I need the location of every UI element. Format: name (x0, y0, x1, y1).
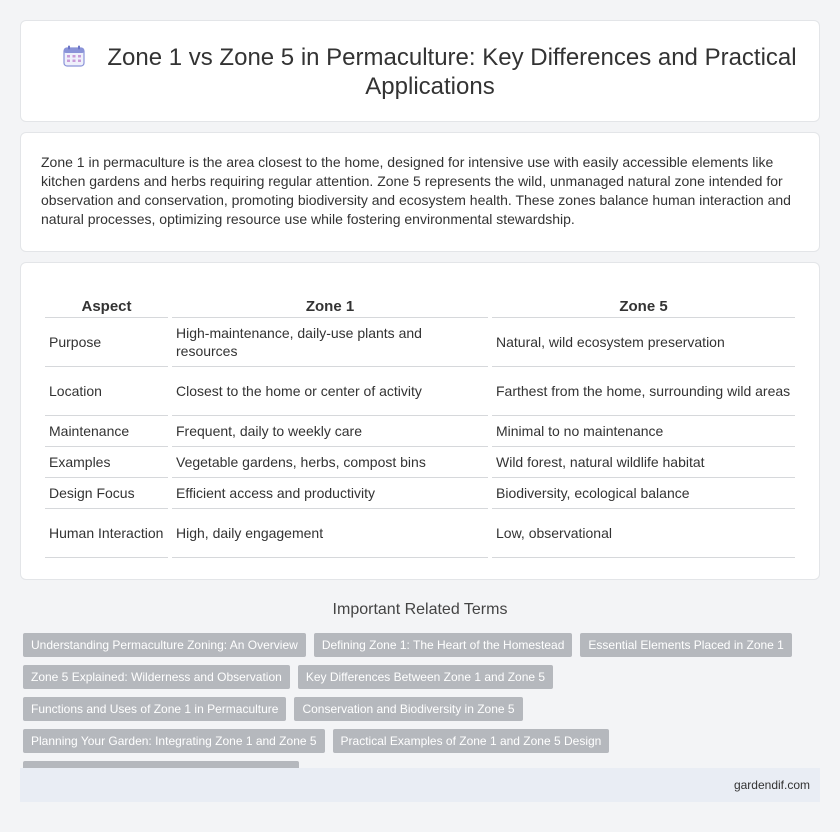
table-cell: Frequent, daily to weekly care (172, 416, 488, 447)
table-cell: Examples (45, 447, 168, 478)
table-cell: Biodiversity, ecological balance (492, 478, 795, 509)
related-terms-list (23, 633, 823, 785)
related-term-tag[interactable]: Practical Examples of Zone 1 and Zone 5 Design (333, 729, 610, 753)
table-cell: Human Interaction (45, 509, 168, 558)
table-cell: Low, observational (492, 509, 795, 558)
table-row (45, 318, 795, 367)
summary-text: Zone 1 in permaculture is the area closest to the home, designed for intensive use with easily accessible elements like kitchen gardens and herbs requiring regular attention. Zone 5 represents the wild, unmanaged natural zone intended for observation and conservation, promoting biodiversity and ecosystem health. These zones balance human interaction and natural processes, optimizing resource use while fostering environmental stewardship. (41, 154, 791, 227)
table-row (45, 367, 795, 416)
table-cell: Closest to the home or center of activity (172, 367, 488, 416)
table-cell: Minimal to no maintenance (492, 416, 795, 447)
table-cell: Wild forest, natural wildlife habitat (492, 447, 795, 478)
header-card (20, 20, 820, 122)
table-cell: Efficient access and productivity (172, 478, 488, 509)
related-term-tag[interactable]: Key Differences Between Zone 1 and Zone 5 (298, 665, 553, 689)
table-cell: Farthest from the home, surrounding wild areas (492, 367, 795, 416)
table-cell: High-maintenance, daily-use plants and resources (172, 318, 488, 367)
related-term-tag[interactable]: Defining Zone 1: The Heart of the Homestead (314, 633, 573, 657)
header-aspect: Aspect (45, 294, 168, 318)
page-title: Zone 1 vs Zone 5 in Permaculture: Key Differences and Practical Applications (107, 44, 797, 100)
table-row (45, 416, 795, 447)
table-row (45, 509, 795, 558)
header-zone-5: Zone 5 (492, 294, 795, 318)
comparison-table-card (20, 262, 820, 580)
related-term-tag[interactable]: Functions and Uses of Zone 1 in Permaculture (23, 697, 286, 721)
table-cell: Maintenance (45, 416, 168, 447)
calendar-icon (63, 45, 85, 67)
related-term-tag[interactable]: Understanding Permaculture Zoning: An Overview (23, 633, 306, 657)
related-term-tag[interactable]: Planning Your Garden: Integrating Zone 1 and Zone 5 (23, 729, 325, 753)
related-terms-heading: Important Related Terms (332, 601, 508, 618)
related-term-tag[interactable]: Conservation and Biodiversity in Zone 5 (294, 697, 522, 721)
related-term-tag[interactable]: Essential Elements Placed in Zone 1 (580, 633, 791, 657)
table-cell: High, daily engagement (172, 509, 488, 558)
footer-site-link[interactable]: gardendif.com (733, 778, 810, 792)
table-row (45, 478, 795, 509)
table-row (45, 447, 795, 478)
table-cell: Location (45, 367, 168, 416)
table-cell: Purpose (45, 318, 168, 367)
comparison-table (41, 294, 799, 558)
footer (20, 768, 820, 802)
page-title-container (61, 43, 799, 101)
table-cell: Natural, wild ecosystem preservation (492, 318, 795, 367)
table-header-row (45, 294, 795, 318)
related-term-tag[interactable]: Zone 5 Explained: Wilderness and Observation (23, 665, 290, 689)
table-cell: Vegetable gardens, herbs, compost bins (172, 447, 488, 478)
summary-card (20, 132, 820, 252)
header-zone-1: Zone 1 (172, 294, 488, 318)
table-cell: Design Focus (45, 478, 168, 509)
